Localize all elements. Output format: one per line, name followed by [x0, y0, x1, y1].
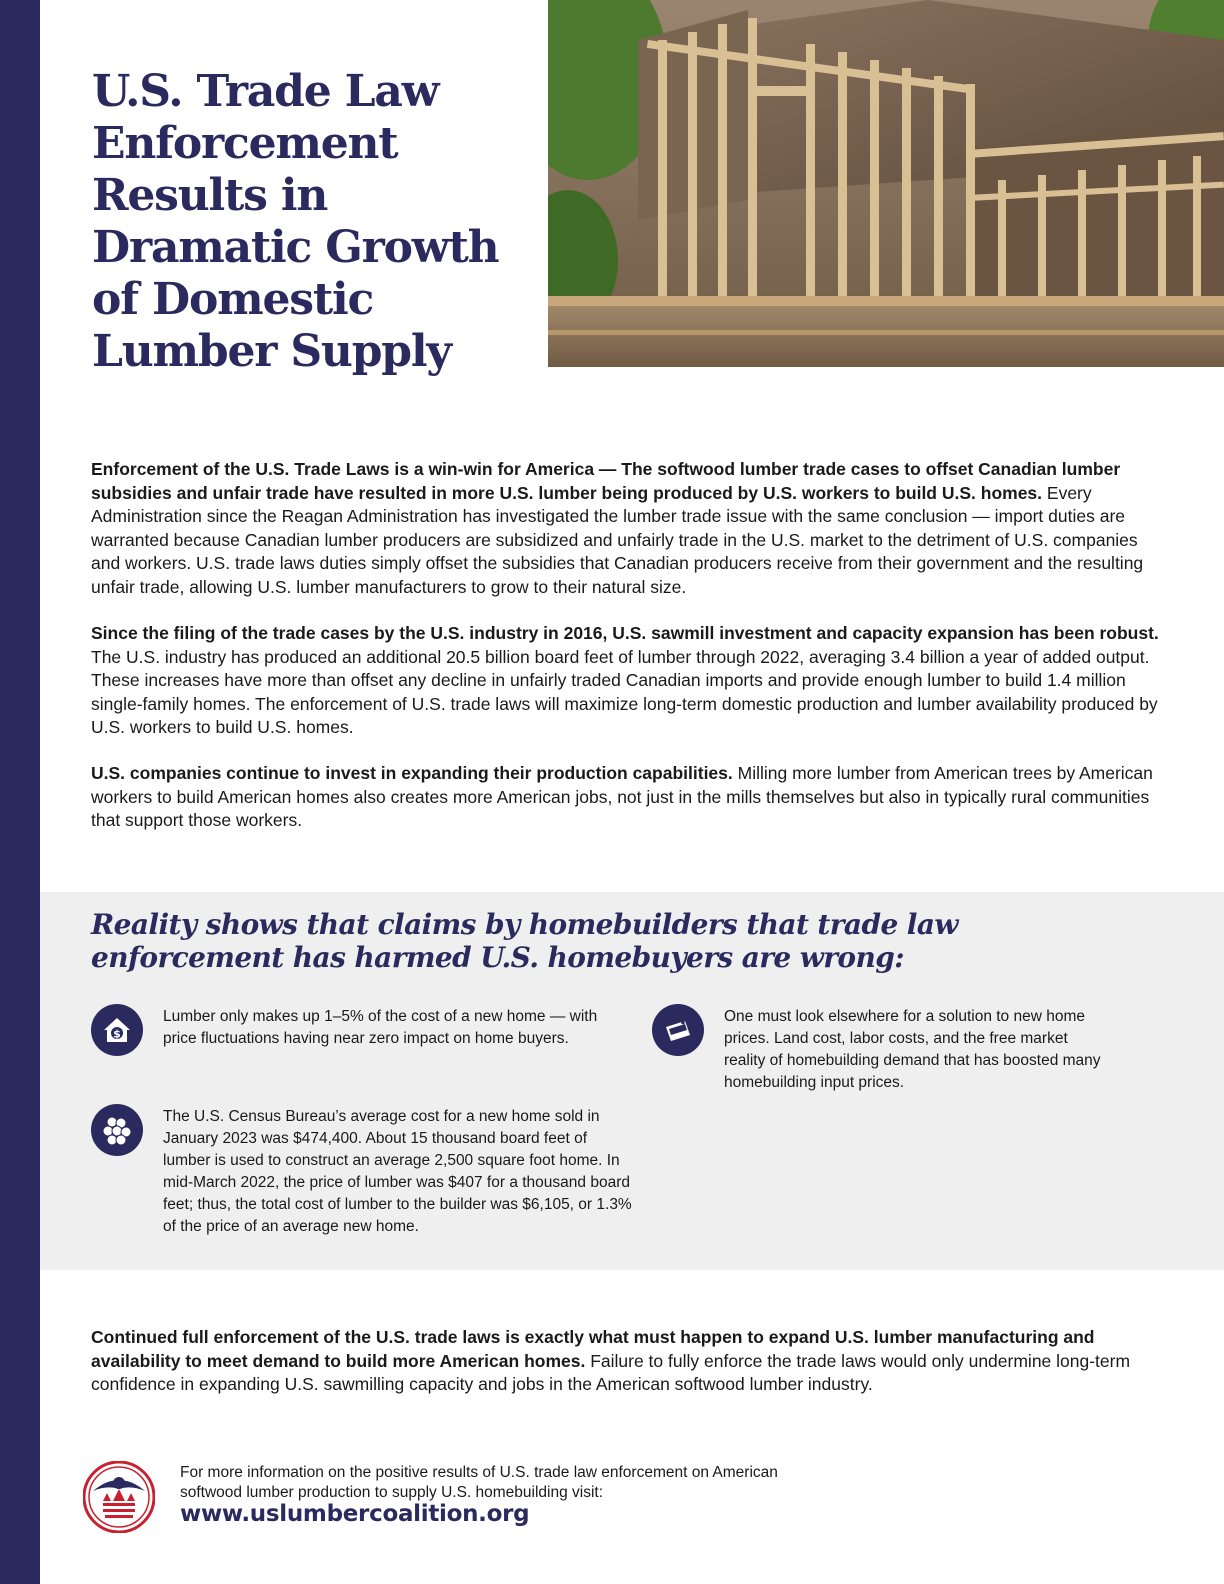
- paragraph-lead: U.S. companies continue to invest in expanding their production capabilities.: [91, 763, 733, 783]
- footer-info-text: For more information on the positive results of U.S. trade law enforcement on American softwood lumber production to supply U.S. homebuilding visit:: [180, 1464, 778, 1501]
- paragraph-sawmill-investment: [91, 622, 1171, 740]
- lumber-coalition-logo: [83, 1461, 155, 1533]
- website-link[interactable]: www.uslumbercoalition.org: [180, 1501, 530, 1527]
- reality-heading: Reality shows that claims by homebuilders that trade law enforcement has harmed U.S. homebuyers are wrong:: [91, 908, 958, 974]
- paragraph-body: The U.S. industry has produced an additional 20.5 billion board feet of lumber through 2022, averaging 3.4 billion a year of added output. These increases have more than offset any decline in unfairly traded Canadian imports and provide enough lumber to build 1.4 million single-family homes. The enforcement of U.S. trade laws will maximize long-term domestic production and lumber availability produced by U.S. workers to build U.S. homes.: [91, 646, 1158, 738]
- paragraph-lead: Since the filing of the trade cases by the U.S. industry in 2016, U.S. sawmill investment and capacity expansion has been robust.: [91, 623, 1159, 643]
- fact-text: Lumber only makes up 1–5% of the cost of a new home — with price fluctuations having near zero impact on home buyers.: [163, 1008, 598, 1047]
- log-pile-icon: [91, 1104, 143, 1156]
- paragraph-body: Milling more lumber from American trees by American workers to build American homes also creates more American jobs, not just in the mills themselves but also in typically rural communities that support those workers.: [91, 763, 1153, 831]
- paragraph-lead: Enforcement of the U.S. Trade Laws is a win-win for America — The softwood lumber trade cases to offset Canadian lumber subsidies and unfair trade have resulted in more U.S. lumber being produced by U.S. workers to build U.S. homes.: [91, 459, 1121, 503]
- paragraph-production-capabilities: [91, 762, 1171, 833]
- paragraph-lead: Continued full enforcement of the U.S. trade laws is exactly what must happen to expand U.S. lumber manufacturing and availability to meet demand to build more American homes.: [91, 1327, 1095, 1371]
- paragraph-body: Failure to fully enforce the trade laws would only undermine long-term confidence in expanding U.S. sawmilling capacity and jobs in the American softwood lumber industry.: [91, 1350, 1131, 1395]
- house-framing-photo: [548, 0, 1224, 367]
- paragraph-body: Every Administration since the Reagan Administration has investigated the lumber trade issue with the same conclusion — import duties are warranted because Canadian lumber producers are subsidized and unfairly trade in the U.S. market to the detriment of U.S. companies and workers. U.S. trade laws duties simply offset the subsidies that Canadian producers receive from their government and the resulting unfair trade, allowing U.S. lumber manufacturers to grow to their natural size.: [91, 482, 1144, 597]
- house-dollar-icon: [91, 1004, 143, 1056]
- svg-text:$: $: [113, 1027, 121, 1041]
- left-accent-bar: [0, 0, 40, 1584]
- price-tag-icon: [652, 1004, 704, 1056]
- fact-text: The U.S. Census Bureau’s average cost for a new home sold in January 2023 was $474,400. About 15 thousand board feet of lumber is used to construct an average 2,500 square foot home. In mid-March 2022, the price of lumber was $407 for a thousand board feet; thus, the total cost of lumber to the builder was $6,105, or 1.3% of the price of an average new home.: [163, 1108, 632, 1235]
- fact-text: One must look elsewhere for a solution to new home prices. Land cost, labor costs, and the free market reality of homebuilding demand that has boosted many homebuilding input prices.: [724, 1008, 1101, 1091]
- paragraph-enforcement-win-win: [91, 458, 1171, 600]
- paragraph-closing: [91, 1326, 1171, 1397]
- page-title: U.S. Trade Law Enforcement Results in Dramatic Growth of Domestic Lumber Supply: [92, 66, 499, 377]
- reality-panel: [40, 892, 1224, 1270]
